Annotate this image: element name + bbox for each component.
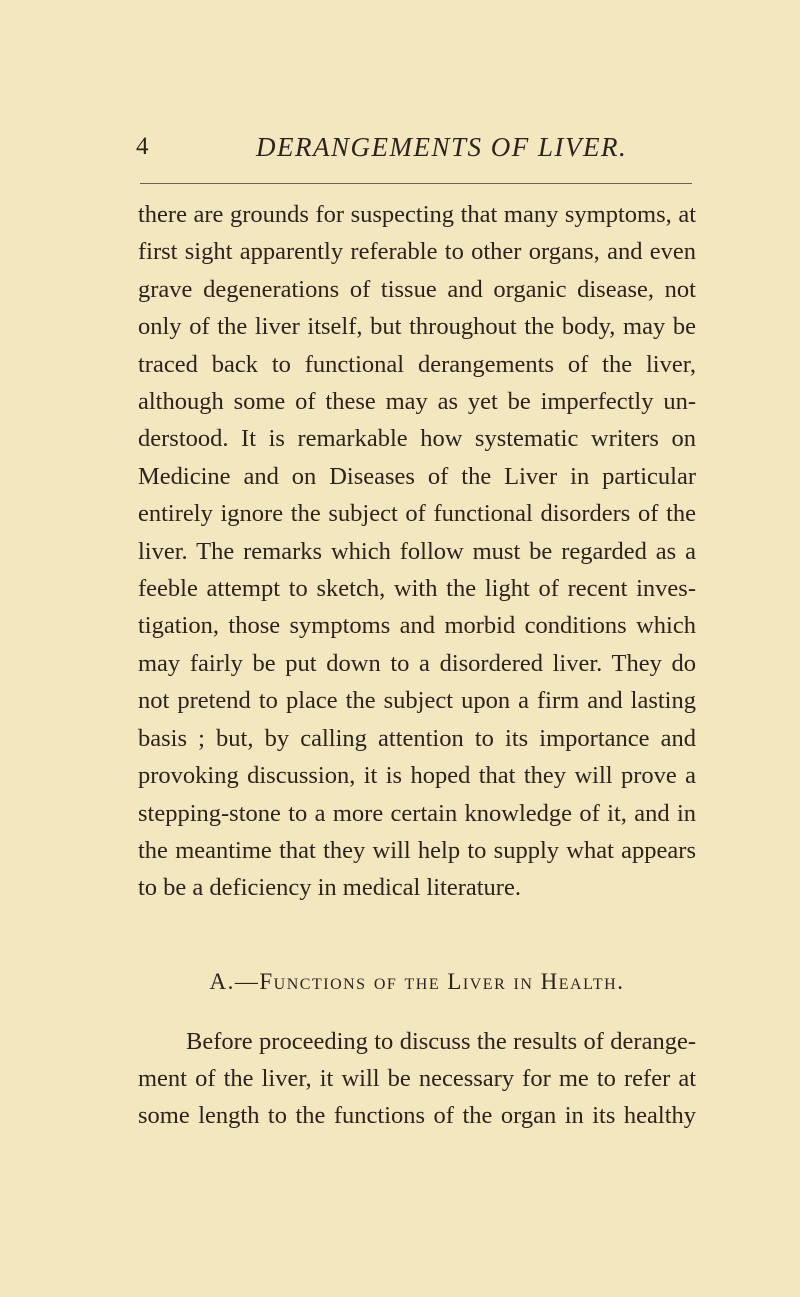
body-paragraph-continued: Before proceeding to discuss the results of derange- ment of the liver, it will be necessary for me to refer at some length to the functions of the organ in its healthy [138, 1028, 696, 1129]
body-paragraph: there are grounds for suspecting that many symptoms, at first sight apparently referable to other organs, and even grave degenerations of tissue and organic disease, not only of the liver itself, but throughout the body, may be traced back to functional derangements of the liver, although some of these may as yet be imperfectly un- derstood. It is remarkable how systematic writers on Medicine and on Diseases of the Liver in particular entirely ignore the subject of functional disorders of the liver. The remarks which follow must be regarded as a feeble attempt to sketch, with the light of recent inves- tigation, those symptoms and morbid conditions which may fairly be put down to a disordered liver. They do not pretend to place the subject upon a firm and lasting basis ; but, by calling attention to its importance and provoking discussion, it is hoped that they will prove a stepping-stone to a more certain knowledge of it, and in the meantime that they will help to supply what appears to be a deficiency in medical literature. [138, 201, 696, 902]
section-heading: A.—Functions of the Liver in Health. [209, 969, 625, 994]
page-number: 4 [136, 133, 149, 160]
header-rule [140, 183, 692, 184]
running-head [136, 132, 696, 162]
running-title: DERANGEMENTS OF LIVER. [256, 132, 628, 162]
